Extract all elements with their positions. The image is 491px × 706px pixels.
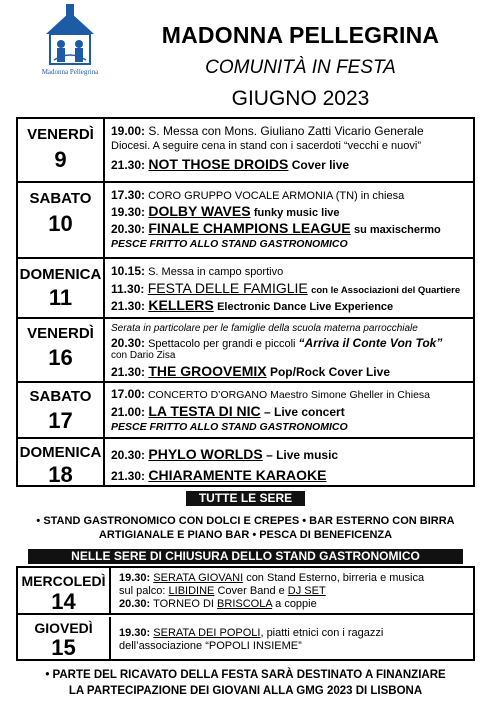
event-line bbox=[111, 350, 469, 361]
event-time: 21.00: bbox=[111, 405, 146, 419]
page-title: MADONNA PELLEGRINA bbox=[161, 22, 440, 48]
day-cell bbox=[18, 319, 105, 381]
day-name: SABATO bbox=[29, 388, 92, 405]
day-name: MERCOLEDÌ bbox=[21, 573, 106, 589]
footer-line: LA PARTECIPAZIONE DEI GIOVANI ALLA GMG 2023 DI LISBONA bbox=[68, 685, 423, 697]
event-extra: su maxischermo bbox=[353, 224, 441, 236]
event-line bbox=[119, 627, 469, 640]
event-text: , piatti etnici con i ragazzi bbox=[260, 627, 384, 639]
event-time: 20.30: bbox=[111, 222, 146, 236]
event-text: PESCE FRITTO ALLO STAND GASTRONOMICO bbox=[111, 238, 348, 250]
event-line bbox=[111, 446, 469, 462]
every-night-line: • STAND GASTRONOMICO CON DOLCI E CREPES • BAR ESTERNO CON BIRRA bbox=[36, 515, 455, 527]
day-cell bbox=[18, 119, 105, 181]
event-text: Diocesi. A seguire cena in stand con i sacerdoti “vecchi e nuovi” bbox=[111, 140, 421, 152]
event-line bbox=[111, 363, 469, 379]
every-night-heading: TUTTE LE SERE bbox=[186, 491, 305, 506]
event-text: sul palco: bbox=[119, 585, 166, 597]
event-line bbox=[111, 203, 469, 219]
event-highlight: PHYLO WORLDS bbox=[148, 446, 263, 462]
event-text: S. Messa con Mons. Giuliano Zatti Vicario Generale bbox=[148, 124, 424, 138]
event-highlight: LA TESTA DI NIC bbox=[148, 403, 261, 419]
event-time: 20.30: bbox=[111, 336, 146, 350]
day-cell bbox=[18, 183, 105, 257]
day-number: 11 bbox=[48, 285, 73, 310]
day-name: SABATO bbox=[29, 190, 92, 207]
event-text: con Stand Esterno, birreria e musica bbox=[246, 572, 425, 584]
day-number: 10 bbox=[48, 211, 73, 236]
day-cell bbox=[18, 617, 111, 659]
event-text: CORO GRUPPO VOCALE ARMONIA (TN) in chiesa bbox=[148, 190, 405, 202]
event-time: 21.30: bbox=[111, 365, 146, 379]
event-time: 10.15: bbox=[111, 264, 146, 278]
day-number: 14 bbox=[51, 589, 76, 614]
event-line bbox=[111, 220, 469, 236]
page-subtitle: COMUNITÀ IN FESTA bbox=[205, 57, 396, 78]
event-line bbox=[111, 238, 469, 250]
event-text: Serata in particolare per le famiglie della scuola materna parrocchiale bbox=[111, 323, 418, 334]
event-highlight: THE GROOVEMIX bbox=[148, 363, 267, 379]
schedule-row bbox=[18, 119, 473, 181]
event-line bbox=[111, 403, 469, 419]
event-highlight: DJ SET bbox=[287, 585, 326, 597]
schedule-row bbox=[18, 257, 473, 317]
event-extra: Electronic Dance Live Experience bbox=[217, 301, 394, 313]
event-time: 19.30: bbox=[119, 627, 151, 639]
event-text: con Dario Zisa bbox=[111, 350, 176, 361]
event-text: S. Messa in campo sportivo bbox=[148, 266, 284, 278]
event-line bbox=[111, 387, 469, 401]
event-time: 20.30: bbox=[119, 598, 151, 610]
event-highlight: KELLERS bbox=[148, 297, 214, 313]
event-highlight: FINALE CHAMPIONS LEAGUE bbox=[148, 220, 351, 236]
event-text: Spettacolo per grandi e piccoli bbox=[148, 338, 296, 350]
day-cell bbox=[18, 568, 111, 613]
closing-row bbox=[18, 617, 473, 659]
day-name: GIOVEDÌ bbox=[34, 620, 93, 636]
event-line bbox=[111, 264, 469, 278]
day-name: VENERDÌ bbox=[27, 325, 94, 342]
event-line bbox=[111, 336, 469, 350]
event-line bbox=[119, 572, 469, 585]
day-number: 9 bbox=[54, 147, 67, 172]
event-text: Cover Band e bbox=[217, 585, 285, 597]
event-extra: Cover live bbox=[291, 158, 350, 172]
event-highlight: BRISCOLA bbox=[217, 598, 273, 610]
event-text: a coppie bbox=[275, 598, 317, 610]
event-time: 20.30: bbox=[111, 448, 146, 462]
event-line bbox=[111, 280, 469, 296]
event-time: 19.30: bbox=[119, 572, 151, 584]
event-extra: con le Associazioni del Quartiere bbox=[311, 285, 461, 296]
event-line bbox=[111, 467, 469, 483]
day-name: DOMENICA bbox=[19, 266, 102, 283]
day-name: DOMENICA bbox=[19, 444, 102, 461]
schedule-table bbox=[16, 117, 475, 487]
event-show: “Arriva il Conte Von Tok” bbox=[298, 336, 443, 350]
schedule-row bbox=[18, 437, 473, 485]
event-text: CONCERTO D’ORGANO Maestro Simone Gheller bbox=[147, 389, 384, 401]
event-highlight: NOT THOSE DROIDS bbox=[148, 156, 289, 172]
event-highlight: LIBIDINE bbox=[168, 585, 215, 597]
event-line bbox=[119, 640, 469, 653]
page-month: GIUGNO 2023 bbox=[231, 87, 370, 110]
day-cell bbox=[18, 383, 105, 437]
event-time: 21.30: bbox=[111, 299, 146, 313]
event-time: 17.00: bbox=[111, 387, 146, 401]
logo-caption: Madonna Pellegrina bbox=[41, 68, 99, 76]
every-night-line: ARTIGIANALE E PIANO BAR • PESCA DI BENEFICENZA bbox=[98, 529, 393, 541]
day-cell bbox=[18, 439, 105, 485]
event-line bbox=[111, 297, 469, 313]
event-line bbox=[119, 585, 469, 598]
event-time: 21.30: bbox=[111, 158, 146, 172]
day-number: 15 bbox=[51, 635, 76, 660]
event-highlight: DOLBY WAVES bbox=[148, 203, 251, 219]
event-extra: – Live concert bbox=[263, 405, 345, 419]
footer-line: • PARTE DEL RICAVATO DELLA FESTA SARÀ DESTINATO A FINANZIARE bbox=[45, 669, 446, 681]
event-time: 17.30: bbox=[111, 188, 146, 202]
event-text: PESCE FRITTO ALLO STAND GASTRONOMICO bbox=[111, 421, 348, 433]
event-line bbox=[119, 598, 469, 611]
event-line bbox=[111, 421, 469, 433]
day-number: 17 bbox=[48, 408, 73, 433]
closing-row bbox=[18, 568, 473, 615]
closing-nights-heading: NELLE SERE DI CHIUSURA DELLO STAND GASTRONOMICO bbox=[28, 549, 463, 564]
event-line bbox=[111, 140, 469, 152]
day-number: 16 bbox=[48, 345, 73, 370]
closing-nights-table bbox=[16, 566, 475, 661]
event-text: dell’associazione “POPOLI INSIEME” bbox=[119, 640, 302, 652]
parish-logo bbox=[28, 4, 112, 100]
event-line bbox=[111, 156, 469, 172]
event-time: 21.30: bbox=[111, 469, 146, 483]
day-cell bbox=[18, 259, 105, 317]
event-extra: – Live music bbox=[266, 448, 339, 462]
event-extra: in Chiesa bbox=[386, 389, 430, 401]
event-highlight: SERATA DEI POPOLI bbox=[153, 627, 261, 639]
church-emblem-icon bbox=[28, 4, 112, 68]
event-time: 19.00: bbox=[111, 124, 146, 138]
day-number: 18 bbox=[48, 462, 73, 487]
schedule-row bbox=[18, 381, 473, 437]
event-line bbox=[111, 188, 469, 202]
event-line bbox=[111, 323, 469, 334]
schedule-row bbox=[18, 181, 473, 257]
event-time: 11.30: bbox=[111, 282, 145, 296]
event-text: TORNEO DI bbox=[153, 598, 214, 610]
event-highlight: CHIARAMENTE KARAOKE bbox=[148, 467, 327, 483]
event-highlight: FESTA DELLE FAMIGLIE bbox=[147, 280, 308, 296]
footer-note bbox=[0, 667, 491, 699]
event-highlight: SERATA GIOVANI bbox=[153, 572, 244, 584]
event-time: 19.30: bbox=[111, 205, 146, 219]
event-line bbox=[111, 124, 469, 138]
schedule-row bbox=[18, 317, 473, 381]
event-extra: funky music live bbox=[253, 207, 340, 219]
event-extra: Pop/Rock Cover Live bbox=[269, 365, 390, 379]
day-name: VENERDÌ bbox=[27, 126, 94, 143]
